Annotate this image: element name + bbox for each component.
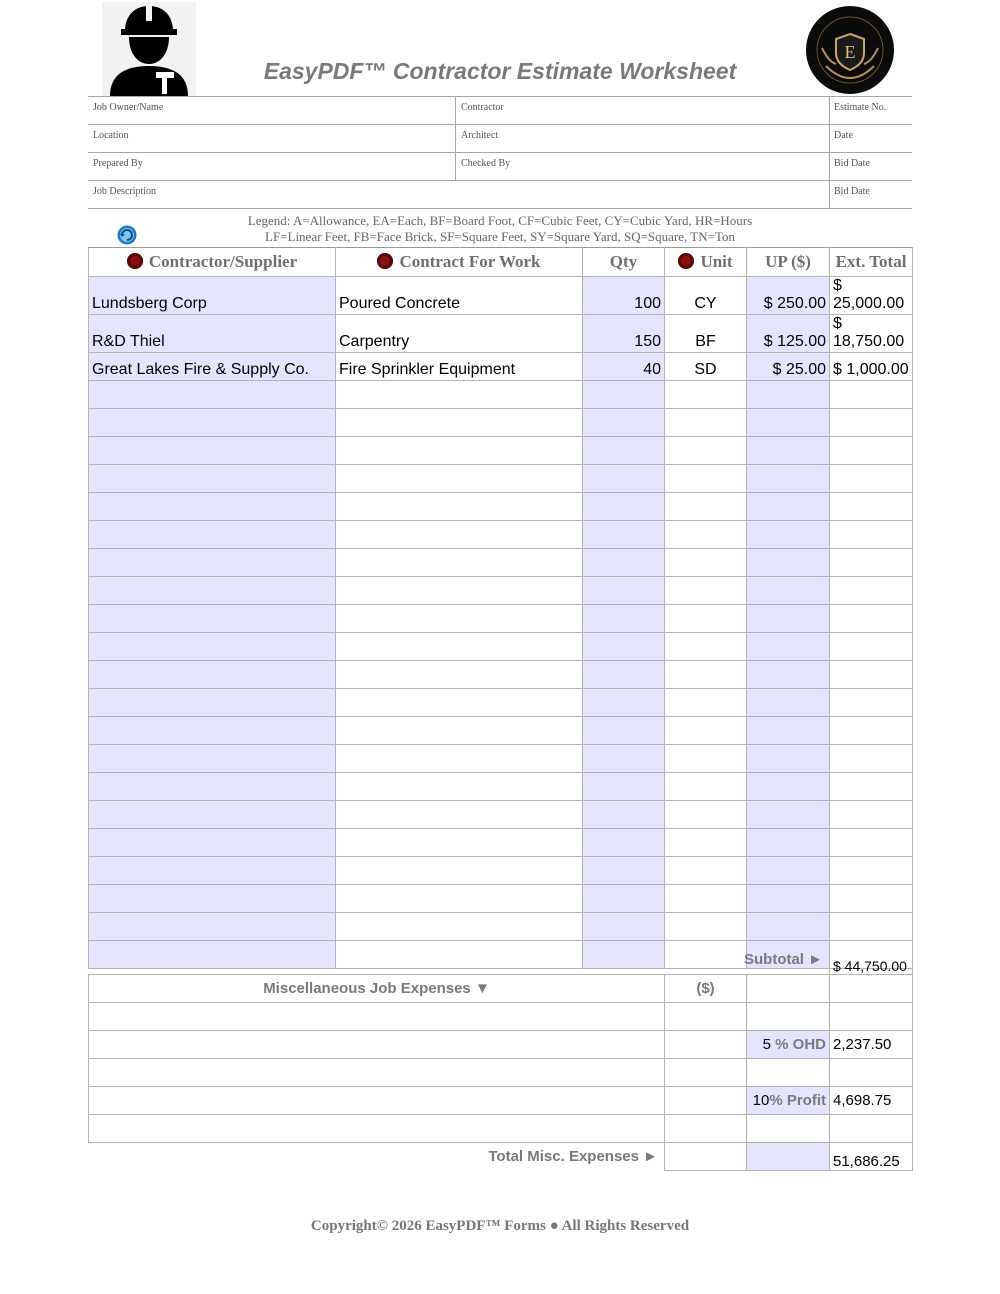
architect-field[interactable]: Architect [461, 130, 499, 141]
unit-price-cell[interactable]: $ 250.00 [747, 277, 830, 315]
ext-total-cell[interactable] [830, 465, 913, 493]
misc-blank-cell[interactable] [830, 1058, 913, 1086]
misc-blank-cell[interactable] [830, 1002, 913, 1030]
ext-total-cell[interactable] [830, 689, 913, 717]
header-unit-price: UP ($) [747, 248, 830, 277]
misc-expense-desc[interactable] [89, 1058, 665, 1086]
unit-cell[interactable] [665, 437, 747, 465]
legend-line-1: Legend: A=Allowance, EA=Each, BF=Board Foot, CF=Cubic Feet, CY=Cubic Yard, HR=Hours [247, 213, 753, 228]
work-cell[interactable]: Fire Sprinkler Equipment [336, 353, 583, 381]
total-misc-blank[interactable] [665, 1142, 747, 1170]
supplier-cell[interactable] [89, 689, 336, 717]
work-cell[interactable] [336, 745, 583, 773]
estimate-no-field[interactable]: Estimate No. [834, 102, 887, 113]
header-qty: Qty [583, 248, 665, 277]
supplier-cell[interactable] [89, 885, 336, 913]
unit-cell[interactable] [665, 549, 747, 577]
qty-cell[interactable] [583, 661, 665, 689]
misc-expenses-table [88, 946, 913, 1171]
supplier-cell[interactable] [89, 633, 336, 661]
header-unit: Unit [665, 248, 747, 277]
copyright-footer: Copyright© 2026 EasyPDF™ Forms ● All Rights Reserved [310, 1218, 690, 1234]
ext-total-cell[interactable] [830, 913, 913, 941]
work-cell[interactable] [336, 549, 583, 577]
table-row [89, 549, 913, 577]
ohd-cell [747, 1030, 830, 1058]
misc-blank-cell[interactable] [830, 1114, 913, 1142]
qty-cell[interactable] [583, 829, 665, 857]
table-row [89, 773, 913, 801]
profit-percent-input[interactable]: 10 [752, 1091, 770, 1109]
misc-blank-cell[interactable] [830, 974, 913, 1002]
ext-total-cell[interactable]: $ 1,000.00 [830, 353, 913, 381]
supplier-cell[interactable] [89, 773, 336, 801]
unit-price-cell[interactable] [747, 633, 830, 661]
unit-price-cell[interactable] [747, 857, 830, 885]
misc-expense-amount[interactable] [665, 1086, 747, 1114]
ohd-label: % OHD [775, 1035, 826, 1053]
supplier-cell[interactable]: Great Lakes Fire & Supply Co. [89, 353, 336, 381]
unit-cell[interactable] [665, 689, 747, 717]
unit-cell[interactable]: CY [665, 277, 747, 315]
qty-cell[interactable] [583, 577, 665, 605]
table-row [89, 661, 913, 689]
supplier-cell[interactable] [89, 465, 336, 493]
work-cell[interactable] [336, 717, 583, 745]
unit-cell[interactable]: BF [665, 315, 747, 353]
ext-total-cell[interactable] [830, 857, 913, 885]
unit-cell[interactable] [665, 465, 747, 493]
subtotal-value[interactable]: $ 44,750.00 [830, 946, 913, 974]
ext-total-cell[interactable] [830, 577, 913, 605]
table-row [89, 801, 913, 829]
table-row [89, 493, 913, 521]
work-cell[interactable] [336, 409, 583, 437]
unit-cell[interactable] [665, 633, 747, 661]
work-cell[interactable] [336, 633, 583, 661]
unit-price-cell[interactable] [747, 549, 830, 577]
bid-date-field[interactable]: Bid Date [834, 158, 870, 169]
unit-cell[interactable] [665, 885, 747, 913]
unit-price-cell[interactable] [747, 773, 830, 801]
table-row [89, 913, 913, 941]
location-field[interactable]: Location [93, 130, 129, 141]
ext-total-cell[interactable] [830, 717, 913, 745]
unit-cell[interactable] [665, 857, 747, 885]
unit-cell[interactable] [665, 521, 747, 549]
supplier-cell[interactable] [89, 493, 336, 521]
qty-cell[interactable] [583, 857, 665, 885]
table-row [89, 437, 913, 465]
unit-price-cell[interactable] [747, 801, 830, 829]
table-row [89, 409, 913, 437]
misc-blank-cell[interactable] [747, 1002, 830, 1030]
delete-icon[interactable] [127, 253, 143, 269]
qty-cell[interactable] [583, 885, 665, 913]
work-cell[interactable] [336, 801, 583, 829]
unit-price-cell[interactable] [747, 745, 830, 773]
unit-cell[interactable] [665, 745, 747, 773]
total-misc-shade[interactable] [747, 1142, 830, 1170]
qty-cell[interactable] [583, 689, 665, 717]
supplier-cell[interactable] [89, 913, 336, 941]
header-work: Contract For Work [336, 248, 583, 277]
prepared-by-field[interactable]: Prepared By [93, 158, 143, 169]
unit-price-cell[interactable] [747, 689, 830, 717]
ext-total-cell[interactable] [830, 885, 913, 913]
unit-price-cell[interactable] [747, 717, 830, 745]
table-row [89, 577, 913, 605]
work-cell[interactable] [336, 829, 583, 857]
supplier-cell[interactable] [89, 409, 336, 437]
misc-expense-amount[interactable] [665, 1002, 747, 1030]
supplier-cell[interactable] [89, 437, 336, 465]
qty-cell[interactable] [583, 745, 665, 773]
unit-price-cell[interactable]: $ 25.00 [747, 353, 830, 381]
misc-expense-desc[interactable] [89, 1086, 665, 1114]
total-misc-value[interactable]: 51,686.25 [830, 1142, 913, 1170]
qty-cell[interactable] [583, 493, 665, 521]
supplier-cell[interactable] [89, 549, 336, 577]
table-row [89, 315, 913, 353]
unit-price-cell[interactable] [747, 381, 830, 409]
unit-legend [0, 213, 1000, 245]
supplier-cell[interactable] [89, 829, 336, 857]
unit-cell[interactable] [665, 801, 747, 829]
unit-price-cell[interactable] [747, 605, 830, 633]
table-row [89, 745, 913, 773]
logo-monogram: E [844, 42, 856, 62]
qty-cell[interactable] [583, 381, 665, 409]
qty-cell[interactable] [583, 521, 665, 549]
header-supplier: Contractor/Supplier [89, 248, 336, 277]
unit-cell[interactable] [665, 409, 747, 437]
ohd-percent-input[interactable]: 5 [762, 1035, 771, 1053]
date-field[interactable]: Date [834, 130, 853, 141]
unit-cell[interactable] [665, 773, 747, 801]
work-cell[interactable] [336, 577, 583, 605]
misc-expense-amount[interactable] [665, 1030, 747, 1058]
work-cell[interactable] [336, 773, 583, 801]
qty-cell[interactable] [583, 465, 665, 493]
unit-price-cell[interactable] [747, 913, 830, 941]
supplier-cell[interactable] [89, 661, 336, 689]
work-cell[interactable]: Carpentry [336, 315, 583, 353]
ohd-value[interactable]: 2,237.50 [830, 1030, 913, 1058]
table-row [89, 857, 913, 885]
misc-currency-label: ($) [665, 974, 747, 1002]
ext-total-cell[interactable] [830, 829, 913, 857]
work-cell[interactable] [336, 493, 583, 521]
table-row [89, 717, 913, 745]
estimate-table [88, 247, 913, 969]
profit-cell [747, 1086, 830, 1114]
misc-expense-amount[interactable] [665, 1058, 747, 1086]
work-cell[interactable] [336, 381, 583, 409]
total-misc-label: Total Misc. Expenses ► [89, 1142, 665, 1170]
qty-cell[interactable]: 150 [583, 315, 665, 353]
supplier-cell[interactable] [89, 381, 336, 409]
misc-expense-desc[interactable] [89, 1002, 665, 1030]
table-row [89, 829, 913, 857]
contractor-field[interactable]: Contractor [461, 102, 504, 113]
misc-expenses-label: Miscellaneous Job Expenses ▼ [89, 974, 665, 1002]
unit-price-cell[interactable] [747, 437, 830, 465]
unit-price-cell[interactable] [747, 577, 830, 605]
ext-total-cell[interactable] [830, 633, 913, 661]
unit-cell[interactable] [665, 381, 747, 409]
checked-by-field[interactable]: Checked By [461, 158, 511, 169]
ext-total-cell[interactable] [830, 773, 913, 801]
table-row [89, 381, 913, 409]
table-row [89, 605, 913, 633]
work-cell[interactable] [336, 689, 583, 717]
work-cell[interactable] [336, 605, 583, 633]
delete-icon[interactable] [377, 253, 393, 269]
supplier-cell[interactable] [89, 521, 336, 549]
ext-total-cell[interactable] [830, 745, 913, 773]
supplier-cell[interactable] [89, 857, 336, 885]
work-cell[interactable] [336, 857, 583, 885]
unit-price-cell[interactable] [747, 661, 830, 689]
profit-value[interactable]: 4,698.75 [830, 1086, 913, 1114]
unit-cell[interactable] [665, 717, 747, 745]
delete-icon[interactable] [678, 253, 694, 269]
work-cell[interactable] [336, 661, 583, 689]
ext-total-cell[interactable] [830, 661, 913, 689]
page-title: EasyPDF™ Contractor Estimate Worksheet [263, 58, 737, 84]
profit-label: % Profit [769, 1091, 826, 1109]
unit-price-cell[interactable] [747, 521, 830, 549]
table-row [89, 633, 913, 661]
misc-expense-desc[interactable] [89, 1114, 665, 1142]
work-cell[interactable]: Poured Concrete [336, 277, 583, 315]
table-row [89, 521, 913, 549]
qty-cell[interactable]: 100 [583, 277, 665, 315]
table-row [89, 689, 913, 717]
misc-blank-cell[interactable] [747, 1058, 830, 1086]
table-row [89, 353, 913, 381]
table-row [89, 465, 913, 493]
supplier-cell[interactable]: R&D Thiel [89, 315, 336, 353]
unit-price-cell[interactable] [747, 493, 830, 521]
ext-total-cell[interactable] [830, 549, 913, 577]
unit-cell[interactable] [665, 661, 747, 689]
ext-total-cell[interactable] [830, 381, 913, 409]
job-owner-field[interactable]: Job Owner/Name [93, 102, 164, 113]
header-ext-total: Ext. Total [830, 248, 913, 277]
unit-price-cell[interactable] [747, 829, 830, 857]
qty-cell[interactable] [583, 605, 665, 633]
supplier-cell[interactable] [89, 801, 336, 829]
legend-line-2: LF=Linear Feet, FB=Face Brick, SF=Square Feet, SY=Square Yard, SQ=Square, TN=Ton [265, 229, 735, 244]
ext-total-cell[interactable] [830, 437, 913, 465]
qty-cell[interactable] [583, 549, 665, 577]
supplier-cell[interactable] [89, 605, 336, 633]
table-row [89, 277, 913, 315]
unit-cell[interactable] [665, 829, 747, 857]
misc-expense-desc[interactable] [89, 1030, 665, 1058]
ext-total-cell[interactable]: $ 18,750.00 [830, 315, 913, 353]
misc-blank-cell[interactable] [747, 1114, 830, 1142]
subtotal-label: Subtotal ► [743, 951, 823, 969]
unit-price-cell[interactable] [747, 409, 830, 437]
supplier-cell[interactable] [89, 577, 336, 605]
qty-cell[interactable] [583, 717, 665, 745]
unit-cell[interactable] [665, 913, 747, 941]
qty-cell[interactable] [583, 913, 665, 941]
ext-total-cell[interactable] [830, 605, 913, 633]
ext-total-cell[interactable] [830, 409, 913, 437]
supplier-cell[interactable]: Lundsberg Corp [89, 277, 336, 315]
supplier-cell[interactable] [89, 745, 336, 773]
unit-price-cell[interactable] [747, 465, 830, 493]
qty-cell[interactable] [583, 633, 665, 661]
unit-cell[interactable] [665, 577, 747, 605]
unit-cell[interactable] [665, 493, 747, 521]
unit-cell[interactable]: SD [665, 353, 747, 381]
job-description-field[interactable]: Job Description [93, 186, 157, 197]
supplier-cell[interactable] [89, 717, 336, 745]
qty-cell[interactable] [583, 409, 665, 437]
misc-blank-cell[interactable] [747, 974, 830, 1002]
work-cell[interactable] [336, 521, 583, 549]
work-cell[interactable] [336, 913, 583, 941]
misc-expense-amount[interactable] [665, 1114, 747, 1142]
work-cell[interactable] [336, 885, 583, 913]
work-cell[interactable] [336, 437, 583, 465]
table-row [89, 885, 913, 913]
work-cell[interactable] [336, 465, 583, 493]
qty-cell[interactable] [583, 773, 665, 801]
ext-total-cell[interactable]: $ 25,000.00 [830, 277, 913, 315]
qty-cell[interactable] [583, 437, 665, 465]
unit-price-cell[interactable]: $ 125.00 [747, 315, 830, 353]
ext-total-cell[interactable] [830, 801, 913, 829]
bid-date-field-2[interactable]: Bid Date [834, 186, 870, 197]
qty-cell[interactable]: 40 [583, 353, 665, 381]
unit-cell[interactable] [665, 605, 747, 633]
qty-cell[interactable] [583, 801, 665, 829]
unit-price-cell[interactable] [747, 885, 830, 913]
ext-total-cell[interactable] [830, 521, 913, 549]
ext-total-cell[interactable] [830, 493, 913, 521]
